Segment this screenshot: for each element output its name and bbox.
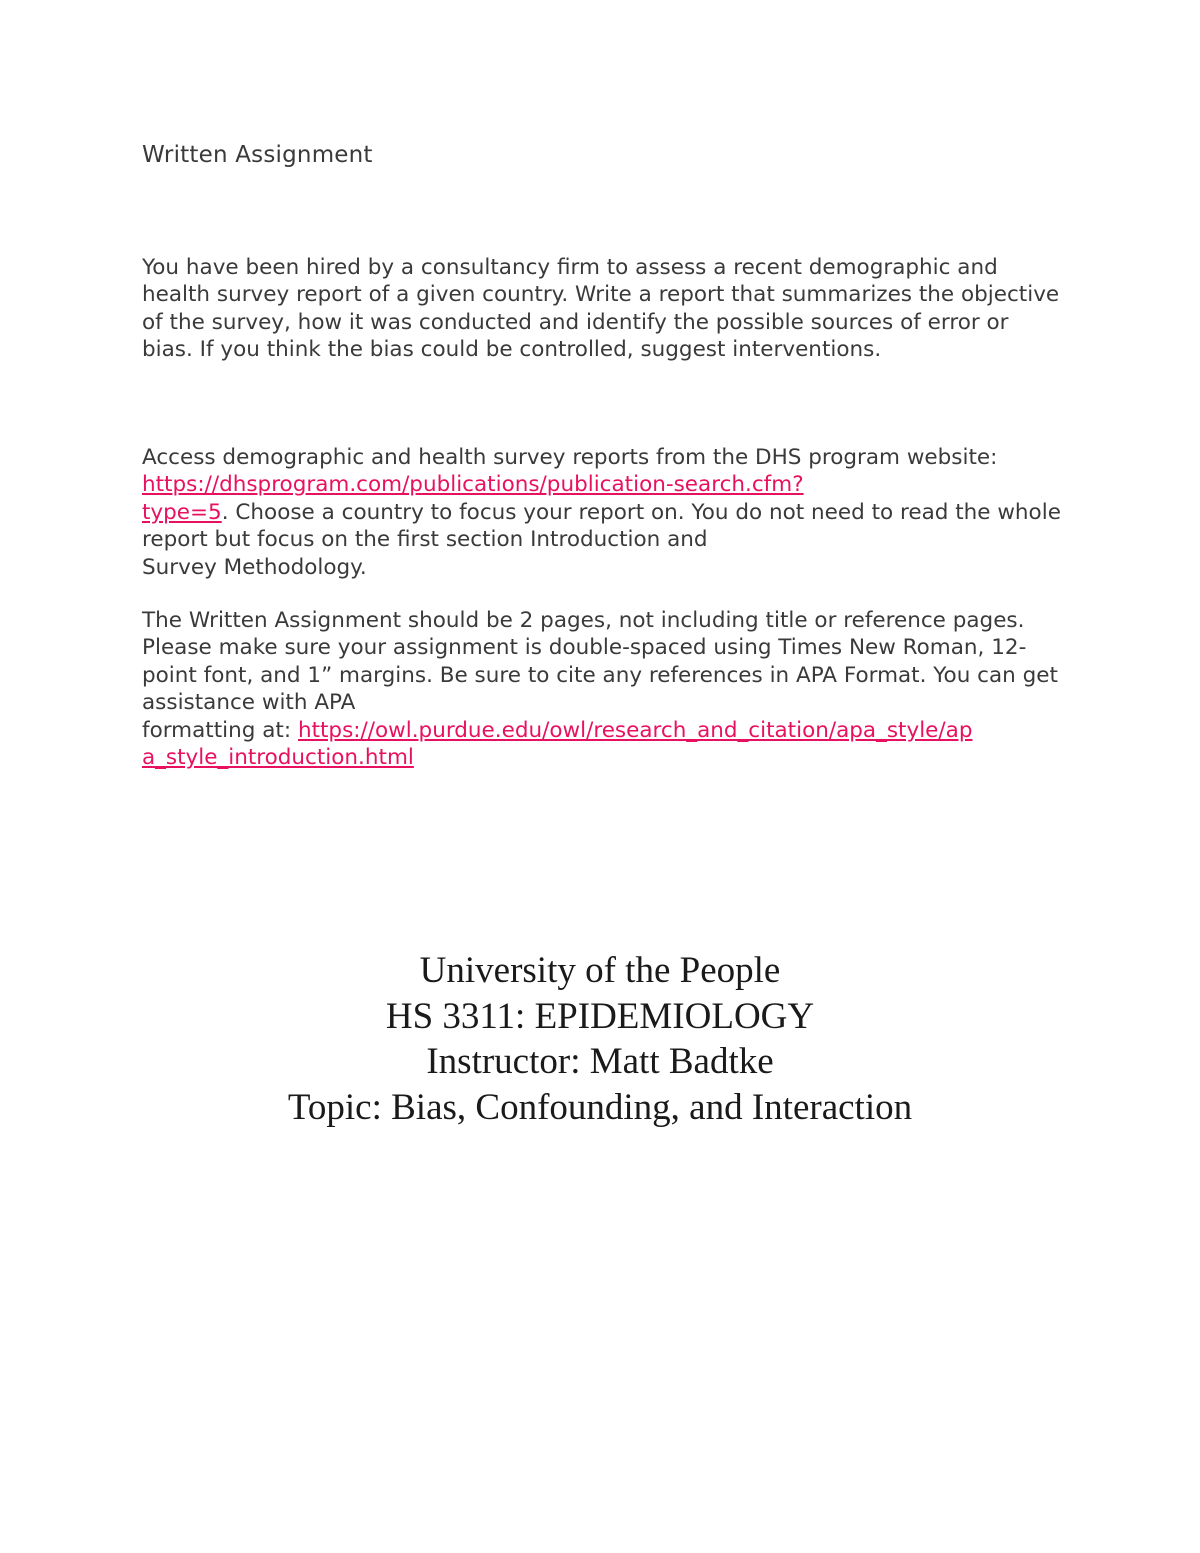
formatting-text: The Written Assignment should be 2 pages, not including title or reference pages. Please make sure your assignment is double-spaced using Times New Roman, 12-point font, and 1” margins. Be sure to cite any references in APA Format. You can get assistance with APA bbox=[142, 608, 1058, 716]
purdue-link-text-2: a_style_introduction.html bbox=[142, 745, 414, 771]
formatting-lead-text: formatting at: bbox=[142, 717, 298, 743]
purdue-link-text-1: https://owl.purdue.edu/owl/research_and_citation/apa_style/ap bbox=[297, 717, 973, 743]
dhs-link-text-2: type=5 bbox=[142, 499, 222, 525]
course-info-block bbox=[0, 948, 1200, 1130]
dhs-lead-text: Access demographic and health survey reports from the DHS program website: bbox=[142, 445, 998, 470]
dhs-trail-end-text: Survey Methodology. bbox=[142, 554, 367, 580]
topic-line: Topic: Bias, Confounding, and Interaction bbox=[287, 1086, 913, 1128]
instructor-name: Instructor: Matt Badtke bbox=[426, 1041, 774, 1082]
university-name: University of the People bbox=[419, 950, 781, 991]
course-code: HS 3311: EPIDEMIOLOGY bbox=[385, 995, 815, 1037]
dhs-access-paragraph bbox=[142, 444, 1062, 581]
assignment-description: You have been hired by a consultancy firm to assess a recent demographic and health survey report of a given country. Write a report that summarizes the objective of the survey, how it was conducted and identify the possible sources of error or bias. If you think the bias could be controlled, suggest interventions. bbox=[142, 255, 1060, 363]
dhs-trail-text: . Choose a country to focus your report on. You do not need to read the whole report but focus on the first section Introduction and bbox=[142, 499, 1061, 553]
dhs-link-text-1: https://dhsprogram.com/publications/publication-search.cfm? bbox=[142, 472, 804, 498]
formatting-paragraph bbox=[142, 607, 1062, 771]
document-title: Written Assignment bbox=[142, 142, 373, 168]
